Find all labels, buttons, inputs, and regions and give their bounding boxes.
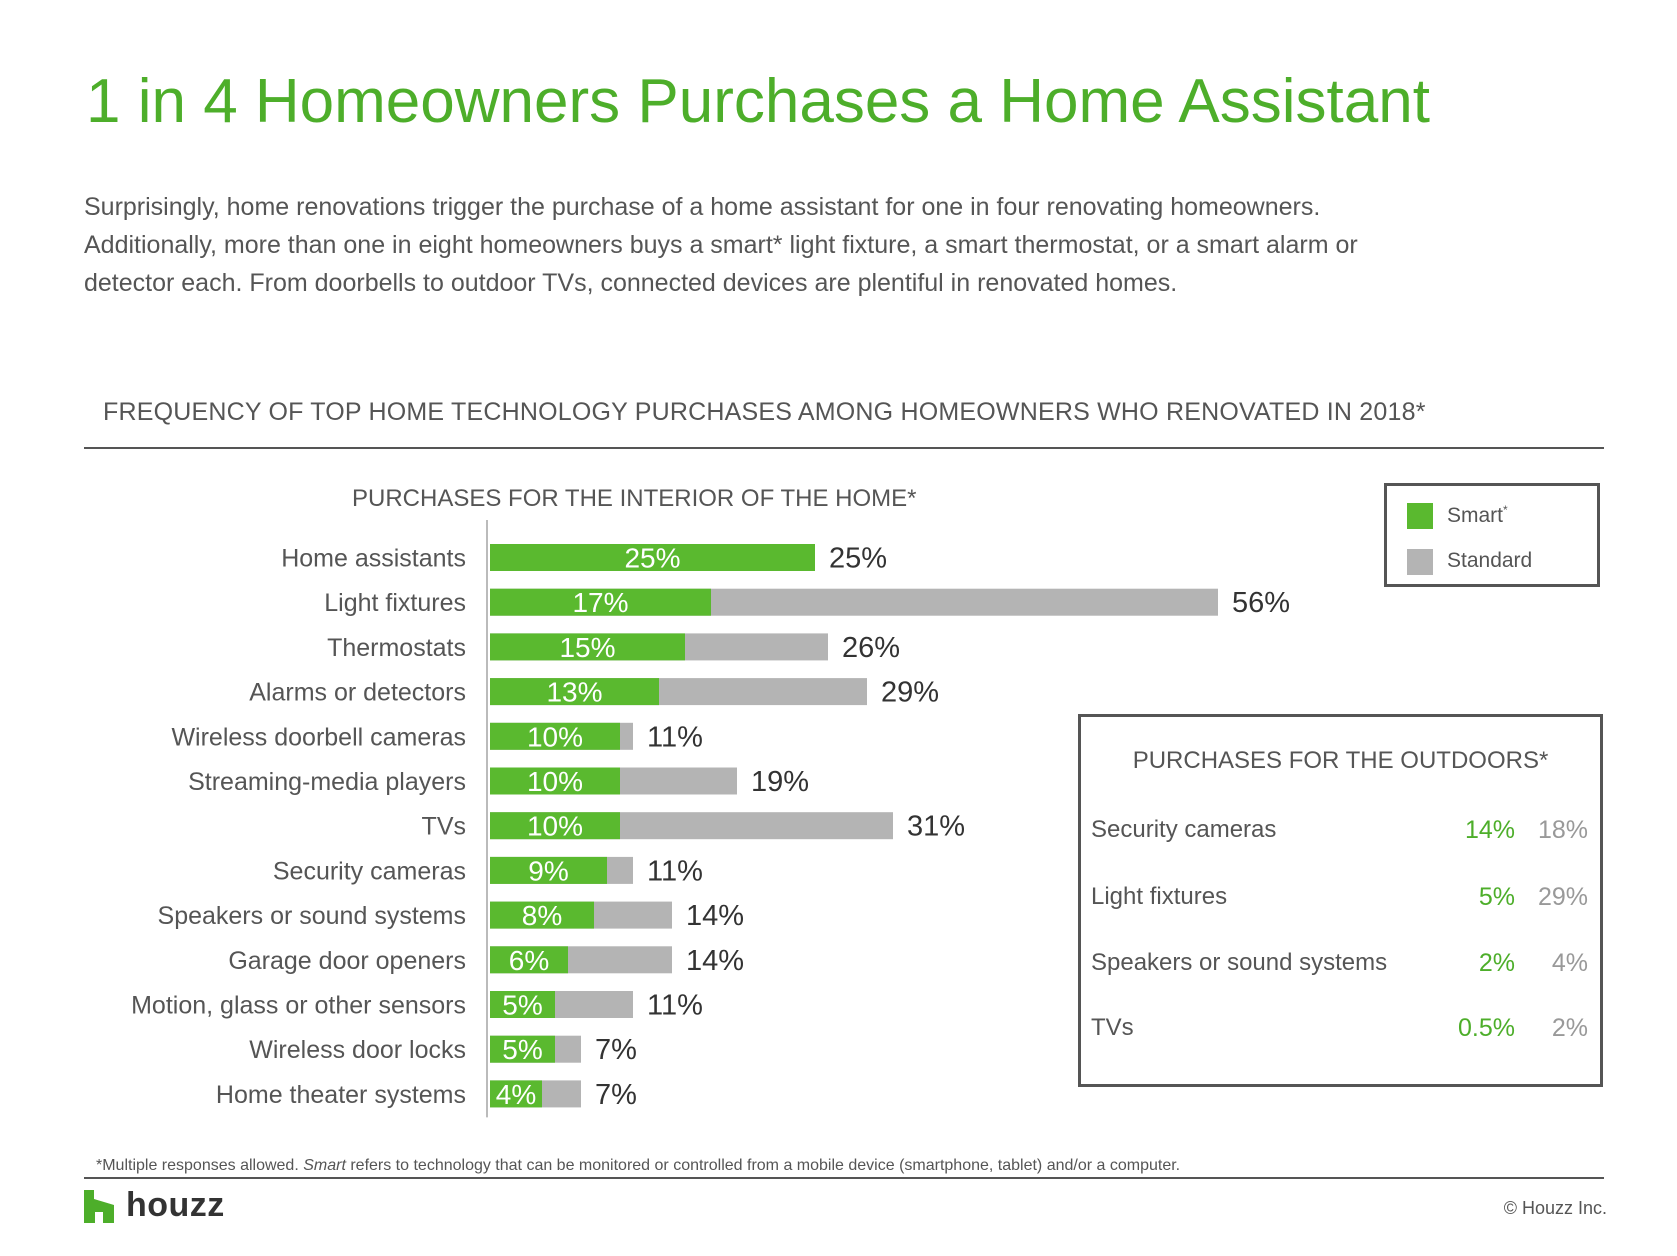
outdoor-row	[1081, 816, 1600, 850]
standard-value-label: 11%	[647, 855, 703, 888]
outdoor-panel-title: PURCHASES FOR THE OUTDOORS*	[1132, 747, 1549, 774]
legend	[1384, 483, 1600, 587]
section-heading: FREQUENCY OF TOP HOME TECHNOLOGY PURCHASES AMONG HOMEOWNERS WHO RENOVATED IN 2018*	[103, 398, 1426, 426]
category-label: Home assistants	[281, 544, 466, 573]
category-label: TVs	[421, 812, 466, 841]
outdoor-row-label: Speakers or sound systems	[1091, 949, 1388, 976]
outdoor-row-standard-value: 18%	[1537, 816, 1588, 844]
smart-value-label: 10%	[526, 721, 584, 753]
copyright: © Houzz Inc.	[1503, 1198, 1607, 1218]
interior-bar-chart	[0, 520, 1291, 1130]
standard-value-label: 7%	[595, 1078, 637, 1111]
standard-value-label: 11%	[647, 721, 703, 754]
smart-value-label: 17%	[572, 587, 629, 619]
standard-value-label: 56%	[1232, 587, 1291, 620]
intro-line-3: detector each. From doorbells to outdoor TVs, connected devices are plentiful in renovated homes.	[84, 269, 1178, 297]
standard-value-label: 25%	[829, 542, 888, 575]
outdoor-row-label: TVs	[1091, 1014, 1134, 1041]
smart-value-label: 4%	[495, 1078, 537, 1110]
interior-chart-title: PURCHASES FOR THE INTERIOR OF THE HOME*	[352, 485, 917, 512]
category-label: Home theater systems	[215, 1080, 466, 1109]
smart-value-label: 13%	[546, 676, 603, 708]
smart-value-label: 15%	[559, 631, 616, 663]
standard-value-label: 14%	[686, 944, 745, 977]
outdoor-row-smart-value: 0.5%	[1458, 1014, 1515, 1042]
outdoor-row-standard-value: 4%	[1551, 949, 1588, 977]
outdoor-row	[1081, 949, 1600, 983]
section-divider	[84, 447, 1604, 449]
category-label: Security cameras	[272, 857, 466, 886]
standard-value-label: 7%	[595, 1034, 637, 1067]
category-label: Wireless doorbell cameras	[171, 723, 466, 752]
intro-line-1: Surprisingly, home renovations trigger the purchase of a home assistant for one in four renovating homeowners.	[84, 193, 1321, 221]
outdoor-row-smart-value: 14%	[1464, 816, 1515, 844]
smart-value-label: 10%	[526, 810, 584, 842]
category-label: Speakers or sound systems	[157, 902, 466, 931]
legend-smart-label: Smart*	[1447, 503, 1508, 527]
standard-value-label: 14%	[686, 900, 745, 933]
houzz-logo-icon	[84, 1190, 114, 1223]
standard-value-label: 19%	[751, 766, 810, 798]
brand-name: houzz	[126, 1186, 225, 1224]
category-label: Thermostats	[327, 633, 466, 662]
category-label: Streaming-media players	[188, 768, 466, 796]
footnote: *Multiple responses allowed. Smart refers to technology that can be monitored or controlled from a mobile device (smartphone, tablet) and/or a computer.	[96, 1157, 1181, 1174]
smart-value-label: 5%	[502, 989, 543, 1021]
category-label: Motion, glass or other sensors	[131, 991, 466, 1020]
outdoor-row-standard-value: 29%	[1537, 883, 1588, 911]
category-label: Alarms or detectors	[249, 678, 466, 707]
outdoor-purchases-panel	[1078, 714, 1603, 1087]
smart-value-label: 5%	[502, 1034, 543, 1066]
footer-divider	[84, 1177, 1604, 1179]
category-label: Wireless door locks	[249, 1036, 466, 1065]
outdoor-row	[1081, 883, 1600, 917]
smart-value-label: 6%	[508, 944, 550, 976]
smart-value-label: 8%	[521, 900, 563, 932]
standard-value-label: 11%	[647, 989, 703, 1022]
standard-value-label: 26%	[842, 631, 901, 664]
legend-standard-label: Standard	[1447, 549, 1533, 572]
smart-value-label: 9%	[528, 855, 569, 887]
outdoor-row-smart-value: 2%	[1478, 949, 1515, 977]
outdoor-row-label: Security cameras	[1091, 816, 1277, 843]
intro-line-2: Additionally, more than one in eight homeowners buys a smart* light fixture, a smart thermostat, or a smart alarm or	[84, 231, 1358, 259]
outdoor-row	[1081, 1014, 1600, 1048]
legend-smart-swatch	[1407, 503, 1433, 529]
standard-value-label: 29%	[881, 676, 940, 709]
outdoor-row-label: Light fixtures	[1091, 883, 1228, 910]
smart-value-label: 25%	[624, 542, 681, 574]
category-label: Light fixtures	[324, 589, 466, 618]
page-title: 1 in 4 Homeowners Purchases a Home Assistant	[86, 67, 1430, 136]
category-label: Garage door openers	[228, 946, 466, 975]
outdoor-row-standard-value: 2%	[1551, 1014, 1588, 1042]
standard-value-label: 31%	[907, 810, 966, 843]
legend-standard-swatch	[1407, 549, 1433, 575]
outdoor-row-smart-value: 5%	[1478, 883, 1515, 911]
smart-value-label: 10%	[526, 766, 584, 797]
